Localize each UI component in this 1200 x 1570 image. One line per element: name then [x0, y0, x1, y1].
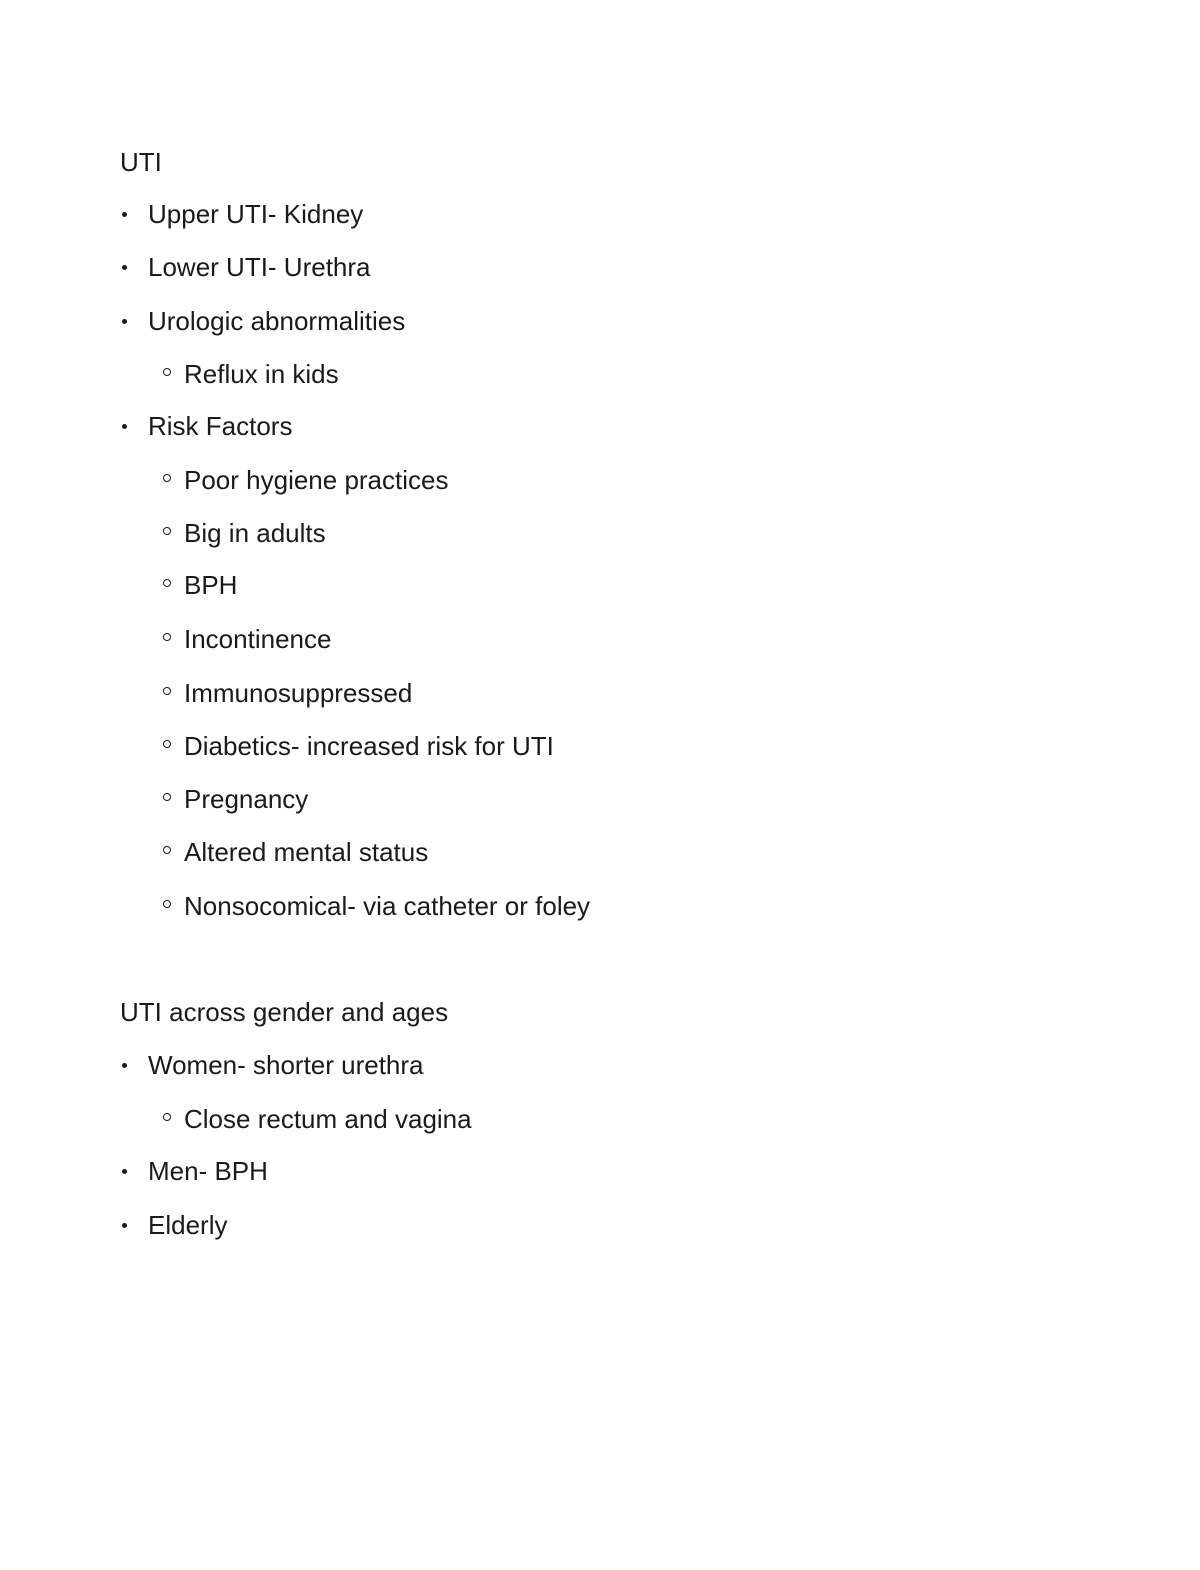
list-item-text: Elderly	[148, 1210, 228, 1240]
section-title-gender-ages: UTI across gender and ages	[120, 997, 449, 1027]
sub-list-item	[162, 730, 554, 762]
sub-list-item	[162, 464, 448, 496]
sub-list-item	[162, 677, 412, 709]
sub-list-item-text: Incontinence	[184, 624, 332, 654]
list-item	[120, 1155, 268, 1187]
section-title-uti: UTI	[120, 147, 162, 177]
sub-list-item-text: Nonsocomical- via catheter or foley	[184, 891, 591, 921]
sub-list-item	[162, 890, 590, 922]
sub-list-item	[162, 517, 326, 549]
sub-list-item	[162, 358, 339, 390]
sub-list-item-text: Immunosuppressed	[184, 678, 413, 708]
list-item-text: Lower UTI- Urethra	[148, 252, 371, 282]
sub-list-item	[162, 1103, 472, 1135]
sub-list-item-text: Diabetics- increased risk for UTI	[184, 731, 554, 761]
sub-list-item	[162, 569, 237, 601]
list-item	[120, 251, 371, 283]
sub-list-item	[162, 623, 331, 655]
sub-list-item-text: Altered mental status	[184, 837, 429, 867]
list-item-text: Men- BPH	[148, 1156, 268, 1186]
list-item	[120, 410, 292, 442]
list-item	[120, 1209, 227, 1241]
list-item	[120, 305, 405, 337]
sub-list-item	[162, 836, 428, 868]
list-item	[120, 198, 363, 230]
sub-list-item	[162, 783, 308, 815]
list-item	[120, 1049, 424, 1081]
sub-list-item-text: Pregnancy	[184, 784, 309, 814]
sub-list-item-text: Poor hygiene practices	[184, 465, 449, 495]
list-item-text: Upper UTI- Kidney	[148, 199, 364, 229]
list-item-text: Risk Factors	[148, 411, 293, 441]
sub-list-item-text: Big in adults	[184, 518, 326, 548]
list-item-text: Urologic abnormalities	[148, 306, 406, 336]
sub-list-item-text: Close rectum and vagina	[184, 1104, 472, 1134]
sub-list-item-text: BPH	[184, 570, 238, 600]
sub-list-item-text: Reflux in kids	[184, 359, 339, 389]
list-item-text: Women- shorter urethra	[148, 1050, 424, 1080]
